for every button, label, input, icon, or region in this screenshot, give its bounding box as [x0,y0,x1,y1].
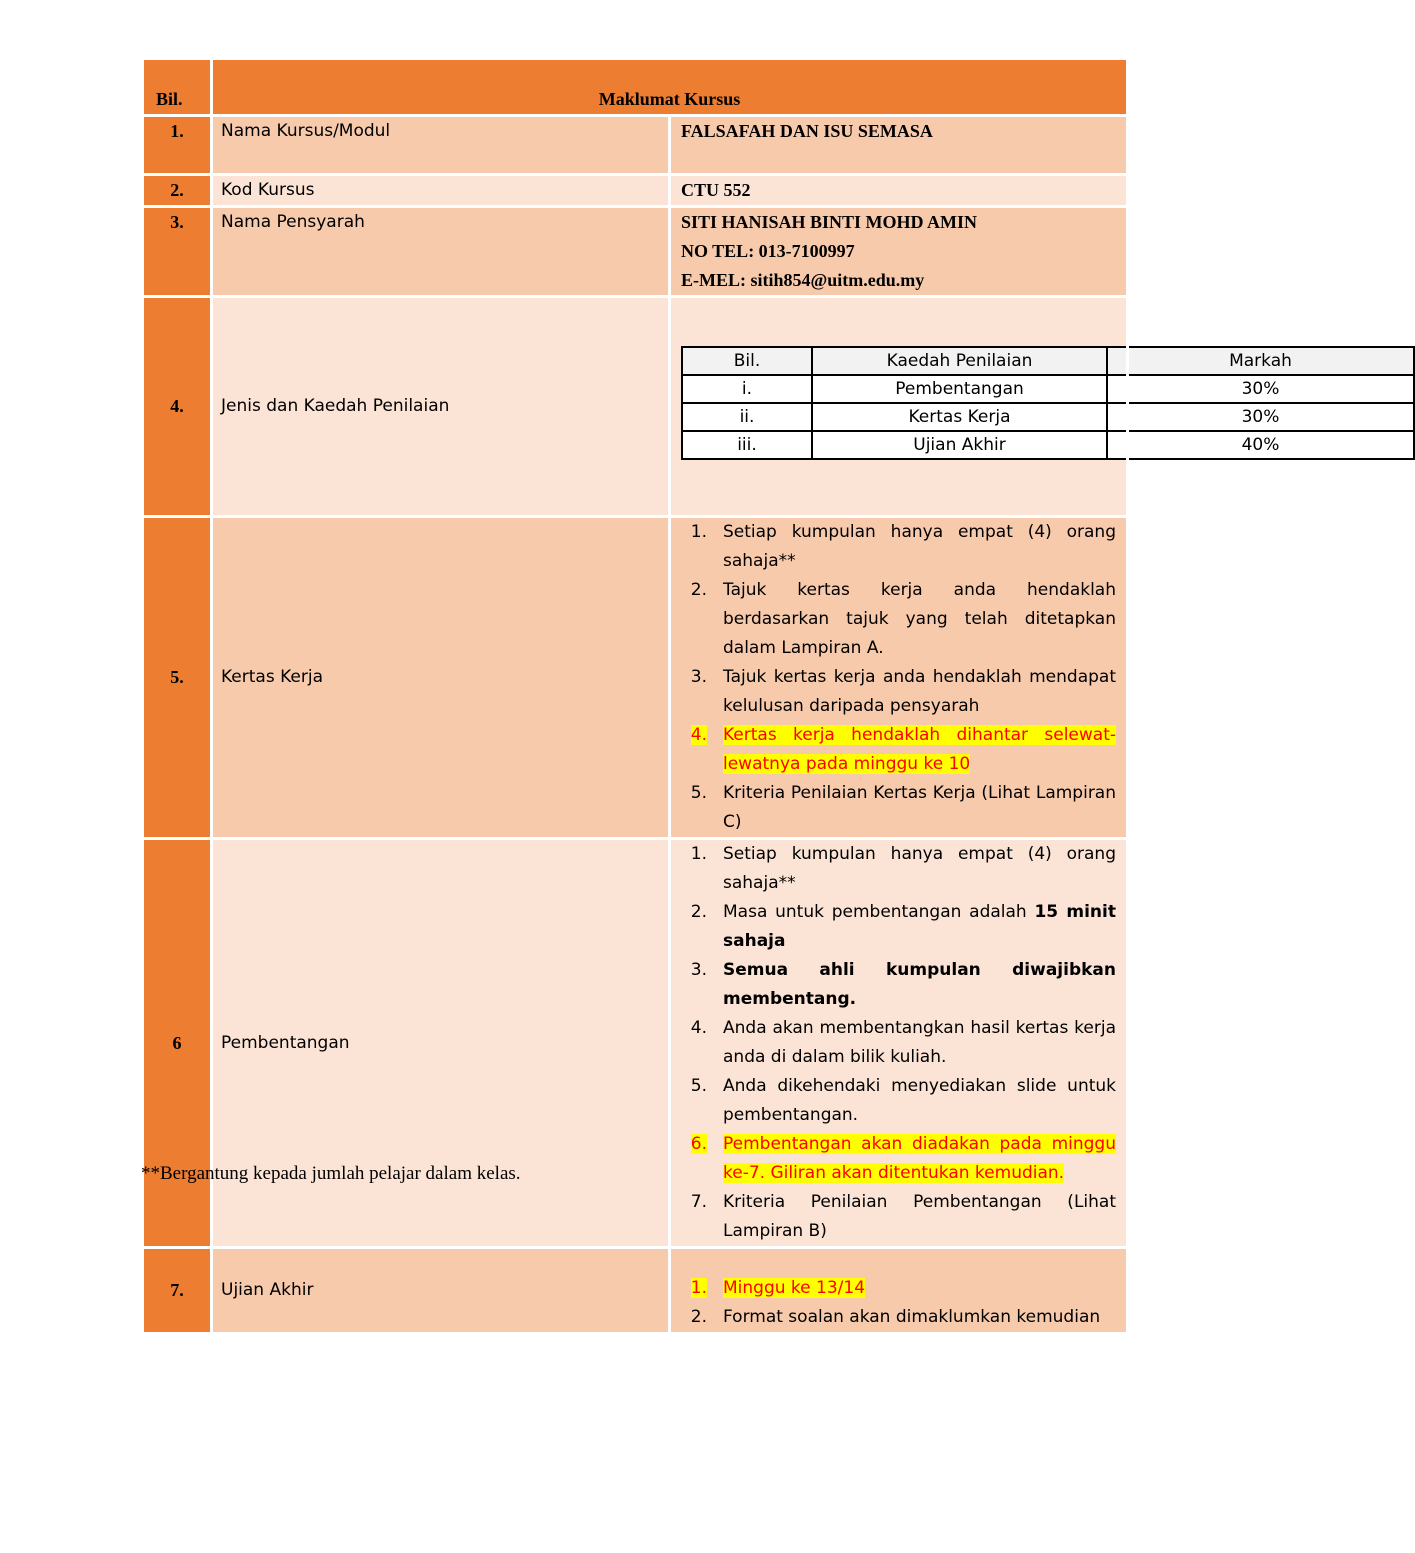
row-lecturer [143,207,1128,297]
lecturer-phone: NO TEL: 013-7100997 [681,241,855,261]
list-item: 3. Semua ahli kumpulan diwajibkan membentang. [690,960,1116,1009]
lecturer-name: SITI HANISAH BINTI MOHD AMIN [681,212,978,232]
row-course-code [143,175,1128,207]
assessment-row [682,403,1414,431]
row-label: Jenis dan Kaedah Penilaian [212,297,670,517]
assessment-header-marks: Markah [1107,347,1414,375]
row-number: 2. [143,175,212,207]
pembentangan-cell [670,839,1128,1248]
list-item: 2. Tajuk kertas kerja anda hendaklah berdasarkan tajuk yang telah ditetapkan dalam Lampiran A. [690,580,1116,658]
row-number: 5. [143,517,212,839]
row-number: 7. [143,1248,212,1334]
row-number: 3. [143,207,212,297]
row-course-name [143,116,1128,175]
list-item: 1. Setiap kumpulan hanya empat (4) orang sahaja** [690,844,1116,893]
row-label: Nama Pensyarah [212,207,670,297]
row-pembentangan [143,839,1128,1248]
list-item: 1. Setiap kumpulan hanya empat (4) orang sahaja** [690,522,1116,571]
course-info-table [141,57,1292,1335]
list-item-highlight: 6. Pembentangan akan diadakan pada minggu ke-7. Giliran akan ditentukan kemudian. [690,1134,1116,1183]
row-number: 1. [143,116,212,175]
assessment-header-method: Kaedah Penilaian [812,347,1107,375]
header-row [143,59,1128,116]
row-label-text: Kertas Kerja [221,667,323,687]
kertas-kerja-cell [670,517,1128,839]
assessment-cell [670,297,1292,517]
assessment-row [682,431,1414,459]
row-label: Pembentangan [212,839,670,1248]
pembentangan-list [671,840,1126,1246]
row-assessment [143,297,1128,517]
list-item: 3. Tajuk kertas kerja anda hendaklah mendapat kelulusan daripada pensyarah [690,667,1116,716]
list-item: 5. Anda dikehendaki menyediakan slide untuk pembentangan. [690,1076,1116,1125]
course-name-value: FALSAFAH DAN ISU SEMASA [670,116,1128,175]
header-bil: Bil. [143,59,212,116]
assessment-row [682,375,1414,403]
assessment-header-bil: Bil. [682,347,812,375]
list-item: 4. Anda akan membentangkan hasil kertas kerja anda di dalam bilik kuliah. [690,1018,1116,1067]
list-item: 2. Format soalan akan dimaklumkan kemudian [690,1307,1101,1327]
list-item-highlight: 4. Kertas kerja hendaklah dihantar selewat-lewatnya pada minggu ke 10 [690,725,1116,774]
list-item: 7. Kriteria Penilaian Pembentangan (Lihat Lampiran B) [690,1192,1116,1241]
row-label: Kod Kursus [212,175,670,207]
header-title: Maklumat Kursus [212,59,1128,116]
row-kertas-kerja [143,517,1128,839]
assessment-marks: 30% [1107,403,1414,431]
assessment-bil: i. [682,375,812,403]
row-label [212,517,670,839]
assessment-marks: 40% [1107,431,1414,459]
list-item: 2. Masa untuk pembentangan adalah 15 minit sahaja [690,902,1116,951]
footnote: **Bergantung kepada jumlah pelajar dalam kelas. [141,1163,521,1184]
assessment-header-row [682,347,1414,375]
assessment-method: Ujian Akhir [812,431,1107,459]
row-number: 6 [143,839,212,1248]
lecturer-info [670,207,1128,297]
assessment-bil: iii. [682,431,812,459]
assessment-marks: 30% [1107,375,1414,403]
assessment-bil: ii. [682,403,812,431]
course-code-value: CTU 552 [670,175,1128,207]
assessment-method: Pembentangan [812,375,1107,403]
list-item-highlight: 1. Minggu ke 13/14 [690,1278,866,1298]
row-label: Ujian Akhir [212,1248,670,1334]
row-ujian-akhir [143,1248,1128,1334]
list-item: 5. Kriteria Penilaian Kertas Kerja (Lihat Lampiran C) [690,783,1116,832]
row-label: Nama Kursus/Modul [212,116,670,175]
ujian-akhir-cell [670,1248,1128,1334]
kertas-kerja-list [671,518,1126,837]
lecturer-email: E-MEL: sitih854@uitm.edu.my [681,270,925,290]
ujian-akhir-list [671,1274,1126,1332]
row-number: 4. [143,297,212,517]
assessment-method: Kertas Kerja [812,403,1107,431]
assessment-table [681,346,1415,460]
